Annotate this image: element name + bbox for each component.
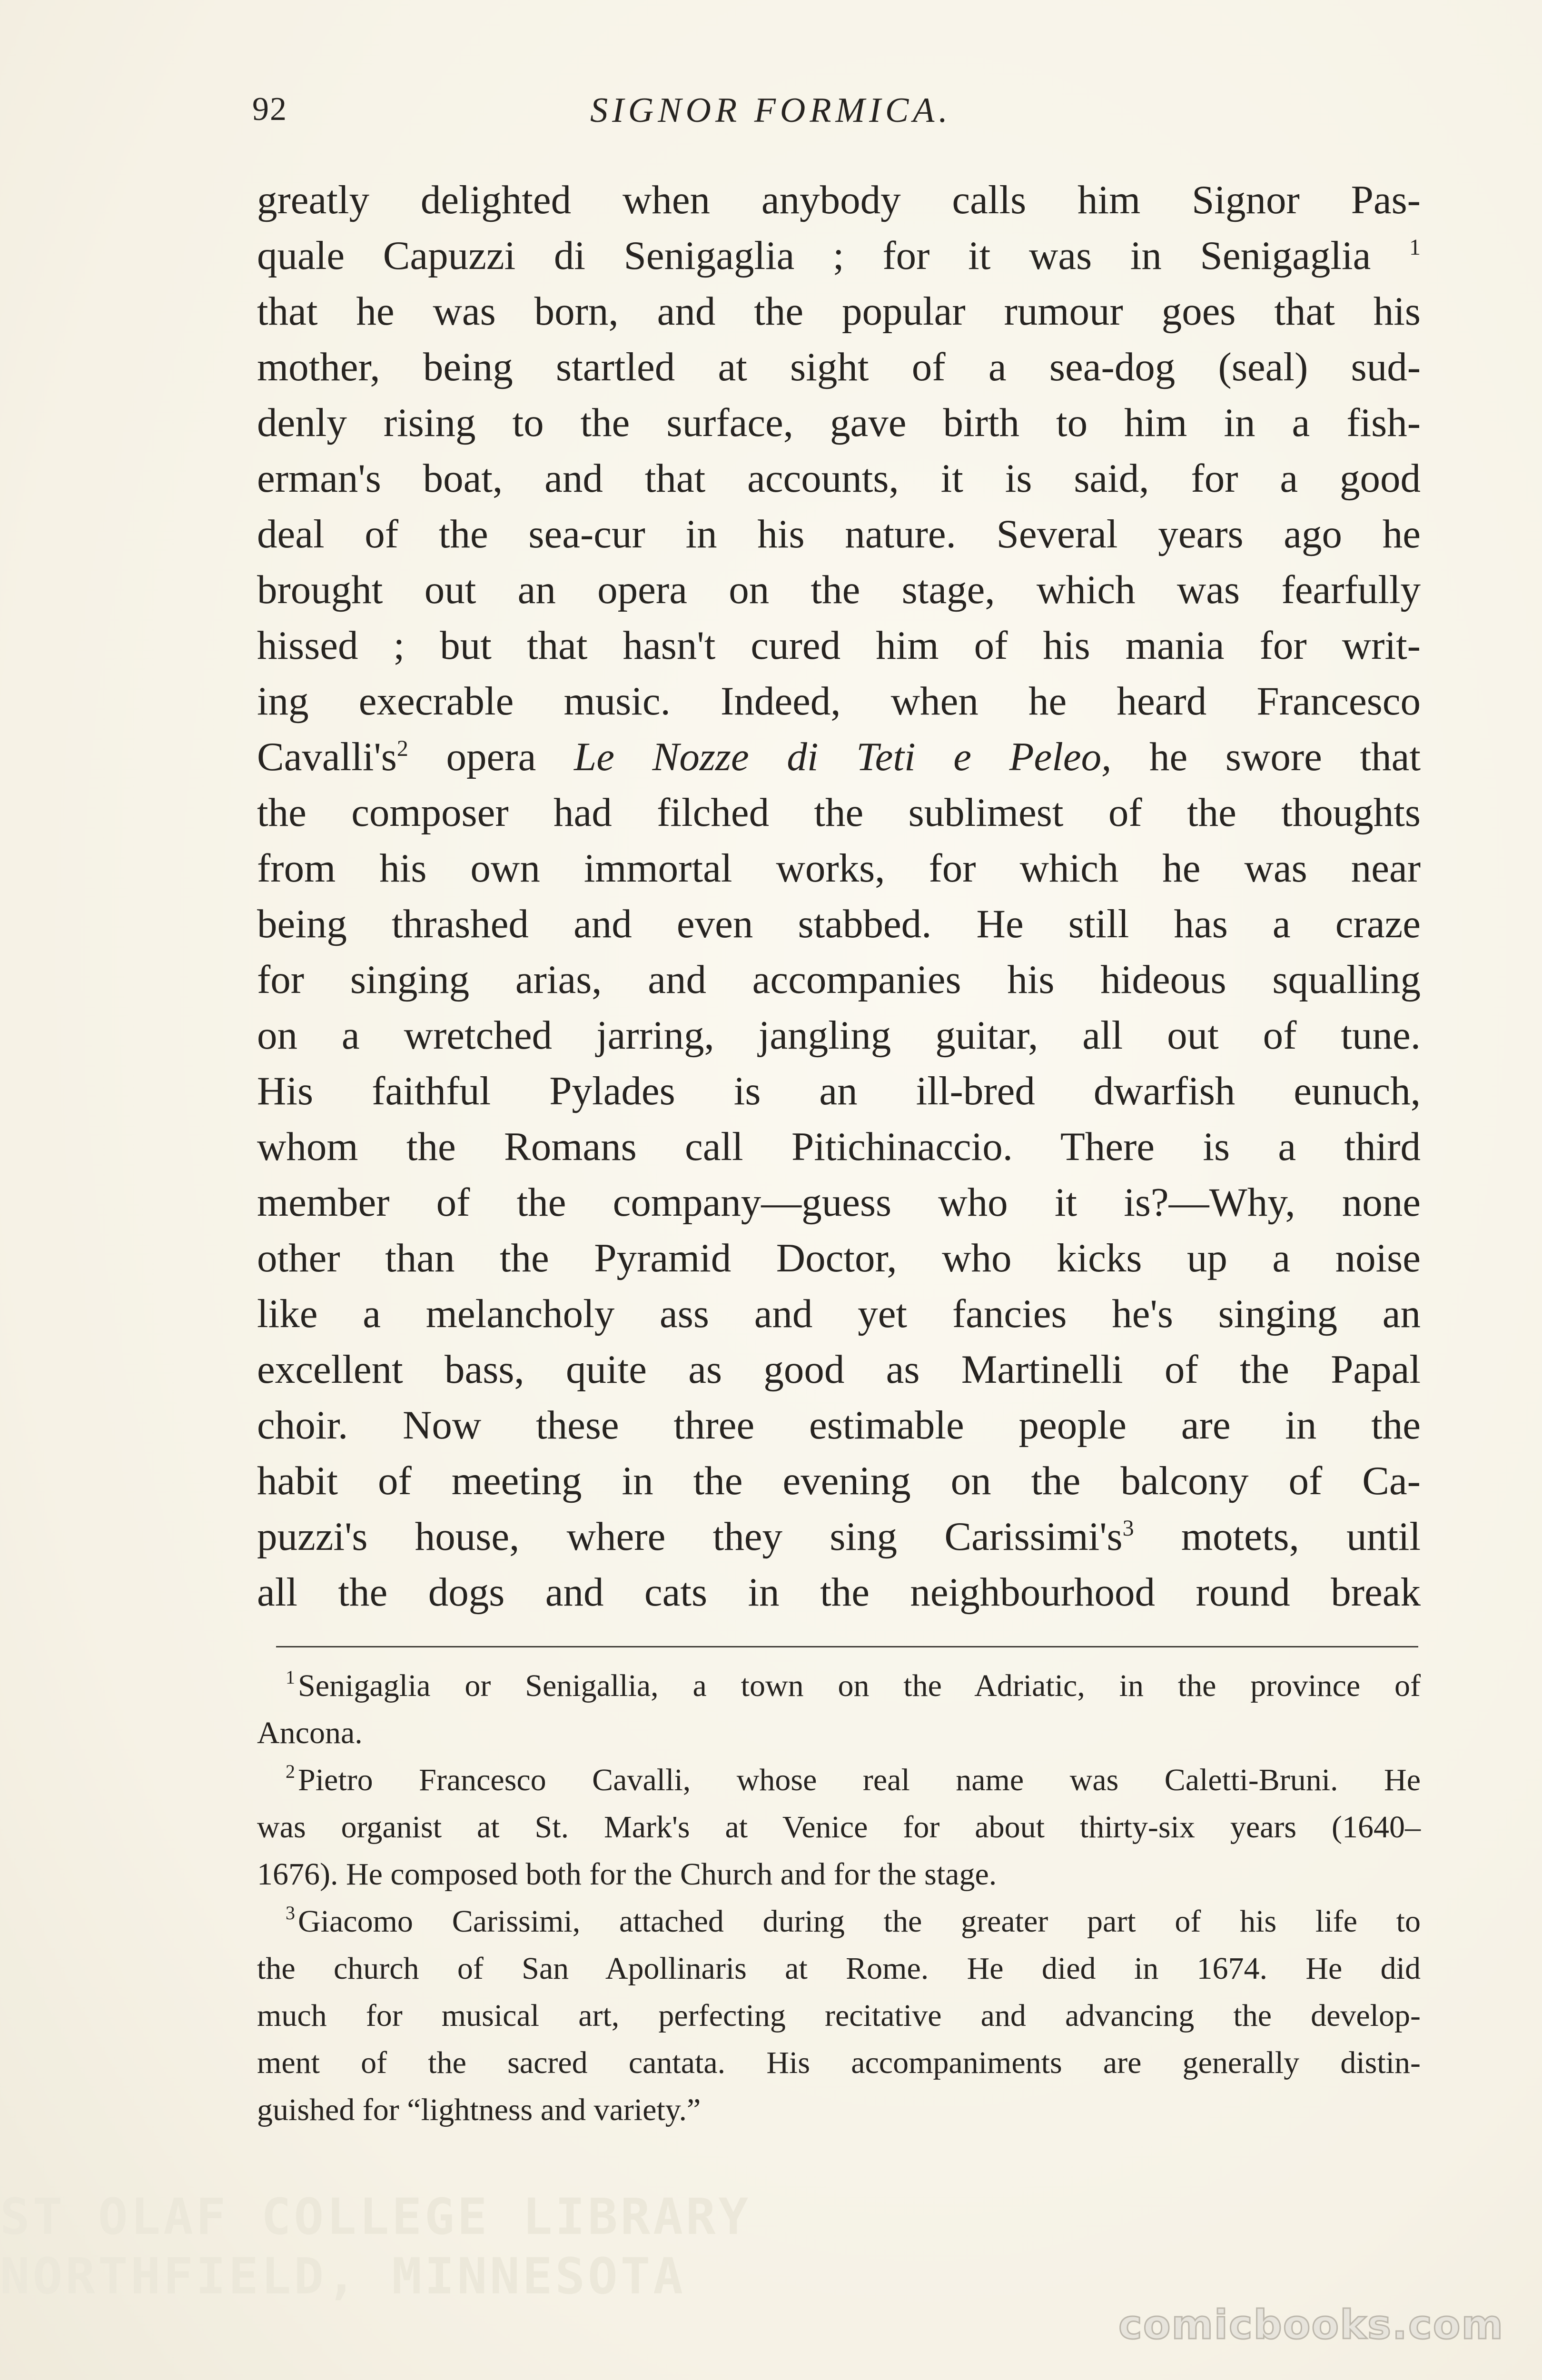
footnote-line: $^1$Senigaglia or Senigallia, a town on the Adriatic, in the province of bbox=[286, 1666, 1421, 1703]
watermark: comicbooks.com bbox=[1118, 2301, 1504, 2348]
body-line: the composer had filched the sublimest of the thoughts bbox=[257, 790, 1421, 835]
body-line: all the dogs and cats in the neighbourhood round break bbox=[257, 1570, 1421, 1615]
footnote-ref: 3 bbox=[1122, 1516, 1134, 1541]
body-line: denly rising to the surface, gave birth to him in a fish- bbox=[257, 400, 1421, 445]
footnote-line: the church of San Apollinaris at Rome. He died in 1674. He did bbox=[257, 1951, 1421, 1986]
footnote-line: Ancona. bbox=[257, 1716, 363, 1750]
footnote-line: was organist at St. Mark's at Venice for about thirty-six years (1640– bbox=[257, 1810, 1421, 1844]
body-line: puzzi's house, where they sing $Carissimi's^3$ motets, until bbox=[257, 1514, 1421, 1559]
running-head: SIGNOR FORMICA. bbox=[590, 91, 952, 130]
body-line: greatly delighted when anybody calls him Signor Pas- bbox=[257, 178, 1421, 222]
body-line: that he was born, and the popular rumour goes that his bbox=[257, 289, 1421, 334]
body-line: other than the Pyramid Doctor, who kicks up a noise bbox=[257, 1236, 1421, 1280]
footnote-line: guished for “lightness and variety.” bbox=[257, 2092, 701, 2127]
page-number: 92 bbox=[252, 91, 287, 128]
footnote-line: much for musical art, perfecting recitative and advancing the develop- bbox=[257, 1998, 1421, 2033]
footnote-ref: 1 bbox=[1409, 235, 1421, 260]
footnote-line: $^3$Giacomo Carissimi, attached during the greater part of his life to bbox=[286, 1902, 1421, 1939]
stamp-line: ST OLAF COLLEGE LIBRARY bbox=[0, 2188, 751, 2246]
body-line: deal of the sea-cur in his nature. Several years ago he bbox=[257, 512, 1421, 556]
body-line: from his own immortal works, for which he was near bbox=[257, 846, 1421, 891]
body-line: like a melancholy ass and yet fancies he's singing an bbox=[257, 1291, 1421, 1336]
footnote-ref: 2 bbox=[396, 736, 408, 761]
body-line: brought out an opera on the stage, which was fearfully bbox=[257, 567, 1421, 612]
body-line: habit of meeting in the evening on the balcony of Ca- bbox=[257, 1458, 1421, 1503]
opera-title: Le Nozze di Teti e Peleo, bbox=[573, 734, 1112, 779]
footnote-line: 1676). He composed both for the Church and for the stage. bbox=[257, 1857, 997, 1892]
stamp-line: NORTHFIELD, MINNESOTA bbox=[0, 2247, 686, 2305]
footnote-divider bbox=[276, 1646, 1418, 1647]
body-line: $Cavalli's^2$ opera Le Nozze di Teti e Peleo, he swore that bbox=[257, 734, 1421, 779]
body-line: choir. Now these three estimable people are in the bbox=[257, 1403, 1421, 1448]
body-line: ing execrable music. Indeed, when he heard Francesco bbox=[257, 679, 1421, 724]
footnote-line: $^2$Pietro Francesco Cavalli, whose real name was Caletti-Bruni. He bbox=[286, 1761, 1421, 1797]
body-line: His faithful Pylades is an ill-bred dwarfish eunuch, bbox=[257, 1069, 1421, 1113]
body-line: mother, being startled at sight of a sea-dog (seal) sud- bbox=[257, 345, 1421, 389]
body-line: hissed ; but that hasn't cured him of his mania for writ- bbox=[257, 623, 1421, 668]
footnotes bbox=[257, 1662, 1421, 2133]
body-line: on a wretched jarring, jangling guitar, all out of tune. bbox=[257, 1013, 1421, 1058]
body-line: quale Capuzzi di Senigaglia ; for it was in Senigaglia $^1$ bbox=[257, 233, 1421, 278]
body-line: being thrashed and even stabbed. He still has a craze bbox=[257, 902, 1421, 946]
body-line: member of the company—guess who it is?—Why, none bbox=[257, 1180, 1421, 1225]
body-line: for singing arias, and accompanies his hideous squalling bbox=[257, 957, 1421, 1002]
body-line: whom the Romans call Pitichinaccio. There is a third bbox=[257, 1124, 1421, 1169]
library-stamp bbox=[0, 2187, 1071, 2316]
footnote-line: ment of the sacred cantata. His accompaniments are generally distin- bbox=[257, 2045, 1421, 2080]
body-line: excellent bass, quite as good as Martinelli of the Papal bbox=[257, 1347, 1421, 1392]
body-line: erman's boat, and that accounts, it is said, for a good bbox=[257, 456, 1421, 501]
body-text bbox=[257, 172, 1421, 1620]
